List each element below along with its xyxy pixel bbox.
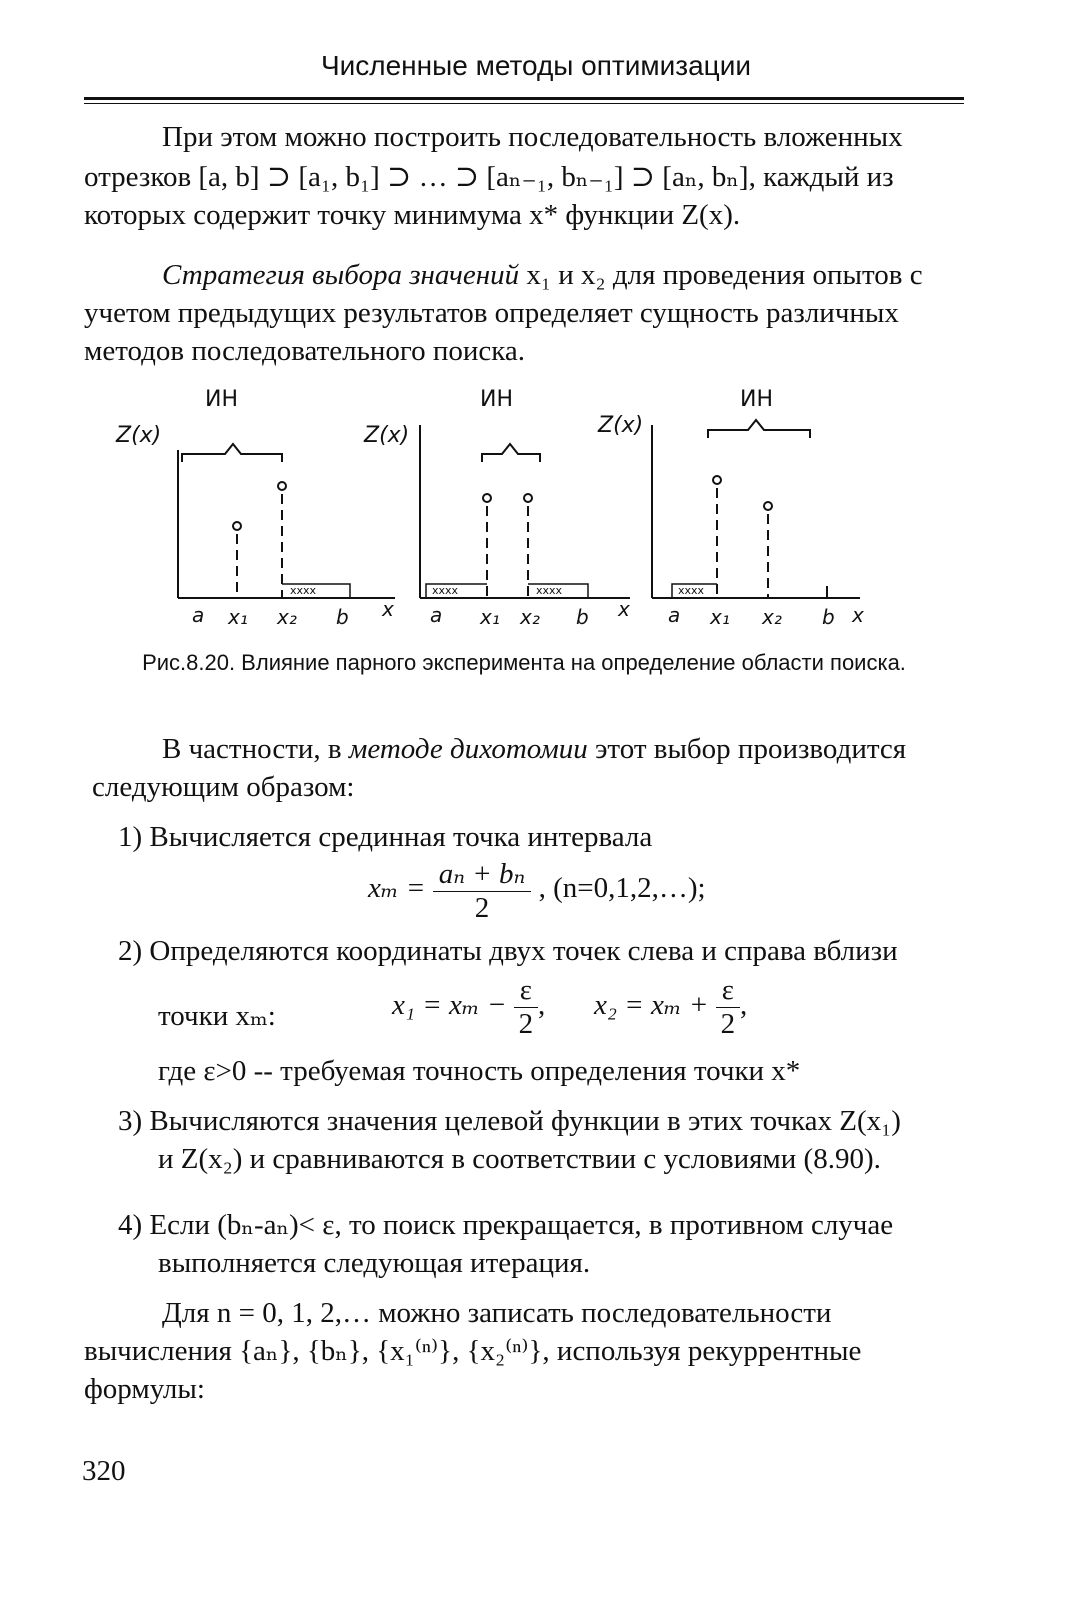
- formula-x1-numerator: ε: [519, 974, 532, 1006]
- panel-3-b-label: b: [822, 605, 835, 629]
- panel-2-b-label: b: [576, 605, 589, 629]
- running-header: Численные методы оптимизации: [320, 50, 752, 81]
- panel-3-y-label: Z(x): [598, 413, 644, 438]
- step-1: 1) Вычисляется срединная точка интервала: [118, 821, 653, 853]
- svg-text:xxxx: xxxx: [290, 584, 317, 597]
- formula-x2-lhs: x₂ = xₘ +: [594, 989, 709, 1022]
- figure-panel-1: [178, 444, 395, 598]
- formula-x1-denominator: 2: [518, 1008, 534, 1040]
- step-4-line-2: выполняется следующая итерация.: [158, 1247, 591, 1279]
- formula-x2-denominator: 2: [720, 1008, 736, 1040]
- panel-1-x1-label: x₁: [228, 605, 248, 629]
- panel-3-x-label: x: [852, 603, 864, 627]
- formula-midpoint-numerator: aₙ + bₙ: [438, 858, 526, 890]
- formula-midpoint-tail: , (n=0,1,2,…);: [538, 872, 706, 905]
- formula-x1-lhs: x₁ = xₘ −: [392, 989, 507, 1022]
- step-2-point-label: точки xₘ:: [158, 1000, 276, 1032]
- step-2: 2) Определяются координаты двух точек слева и справа вблизи: [118, 935, 898, 967]
- step-3-line-2: и Z(x₂) и сравниваются в соответствии с условиями (8.90).: [158, 1143, 881, 1175]
- figure-panel-3: [652, 420, 860, 598]
- paragraph-4-line-1: Для n = 0, 1, 2,… можно записать последовательности: [162, 1297, 832, 1329]
- panel-2-a-label: a: [430, 603, 443, 627]
- panel-3-x1-label: x₁: [710, 605, 730, 629]
- paragraph-2-line-3: методов последовательного поиска.: [84, 335, 526, 367]
- dichotomy-italic: методе дихотомии: [348, 733, 588, 765]
- panel-2-x2-label: x₂: [520, 605, 540, 629]
- formula-midpoint-denominator: 2: [474, 892, 490, 924]
- paragraph-2-line-2: учетом предыдущих результатов определяет сущность различных: [84, 297, 899, 329]
- header-rule-thick: [84, 97, 964, 100]
- formula-x2-fraction: [716, 974, 740, 1041]
- formula-x2-numerator: ε: [721, 974, 734, 1006]
- paragraph-1-line-2: отрезков [a, b] ⊃ [a₁, b₁] ⊃ … ⊃ [aₙ₋₁, bₙ₋₁] ⊃ [aₙ, bₙ], каждый из: [84, 161, 894, 193]
- panel-1-label: ИН: [205, 387, 238, 412]
- strategy-italic: Стратегия выбора значений: [162, 259, 520, 291]
- paragraph-3-post: этот выбор производится: [587, 733, 907, 765]
- panel-3-label: ИН: [740, 387, 773, 412]
- page-number: 320: [82, 1455, 126, 1487]
- step-2-where: где ε>0 -- требуемая точность определения точки x*: [158, 1055, 801, 1087]
- panel-2-x1-label: x₁: [480, 605, 500, 629]
- panel-3-x2-label: x₂: [762, 605, 782, 629]
- svg-text:xxxx: xxxx: [678, 584, 705, 597]
- step-3-line-1: 3) Вычисляются значения целевой функции в этих точках Z(x₁): [118, 1105, 901, 1137]
- panel-1-x-label: x: [382, 597, 394, 621]
- paragraph-4-line-2: вычисления {aₙ}, {bₙ}, {x₁⁽ⁿ⁾}, {x₂⁽ⁿ⁾}, используя рекуррентные: [84, 1335, 862, 1367]
- paragraph-3-line-2: следующим образом:: [92, 771, 355, 803]
- panel-2-label: ИН: [480, 387, 513, 412]
- formula-x2: x₂ = xₘ + $\frac{\varepsilon}{2}$ ,: [594, 974, 748, 1040]
- paragraph-1-line-1: При этом можно построить последовательность вложенных: [162, 121, 903, 153]
- formula-x1-fraction: [514, 974, 538, 1041]
- formula-midpoint-fraction: [433, 856, 532, 925]
- panel-1-b-label: b: [336, 605, 349, 629]
- paragraph-3-pre: В частности, в: [162, 733, 349, 765]
- formula-x1: x₁ = xₘ − $\frac{\varepsilon}{2}$ ,: [392, 974, 546, 1040]
- paragraph-3-line-1: [84, 730, 964, 768]
- panel-1-x2-label: x₂: [277, 605, 297, 629]
- step-4-line-1: 4) Если (bₙ-aₙ)< ε, то поиск прекращается, в противном случае: [118, 1209, 894, 1241]
- paragraph-2-line-1: [84, 256, 964, 294]
- header-rule-thin: [84, 103, 964, 104]
- paragraph-4-line-3: формулы:: [84, 1373, 205, 1405]
- formula-midpoint-lhs: xₘ =: [368, 872, 426, 905]
- figure-panel-2: [420, 425, 630, 598]
- figure-caption: Рис.8.20. Влияние парного эксперимента на определение области поиска.: [142, 650, 906, 675]
- panel-2-x-label: x: [618, 597, 630, 621]
- panel-2-y-label: Z(x): [364, 423, 410, 448]
- figure-8-20: [100, 380, 960, 640]
- paragraph-2-line-1-rest: x₁ и x₂ для проведения опытов с: [519, 259, 923, 291]
- panel-1-a-label: a: [192, 603, 205, 627]
- svg-text:xxxx: xxxx: [536, 584, 563, 597]
- panel-1-y-label: Z(x): [116, 423, 162, 448]
- svg-text:xxxx: xxxx: [432, 584, 459, 597]
- paragraph-1-line-3: которых содержит точку минимума x* функции Z(x).: [84, 199, 741, 231]
- formula-midpoint: [368, 856, 706, 925]
- panel-3-a-label: a: [668, 603, 681, 627]
